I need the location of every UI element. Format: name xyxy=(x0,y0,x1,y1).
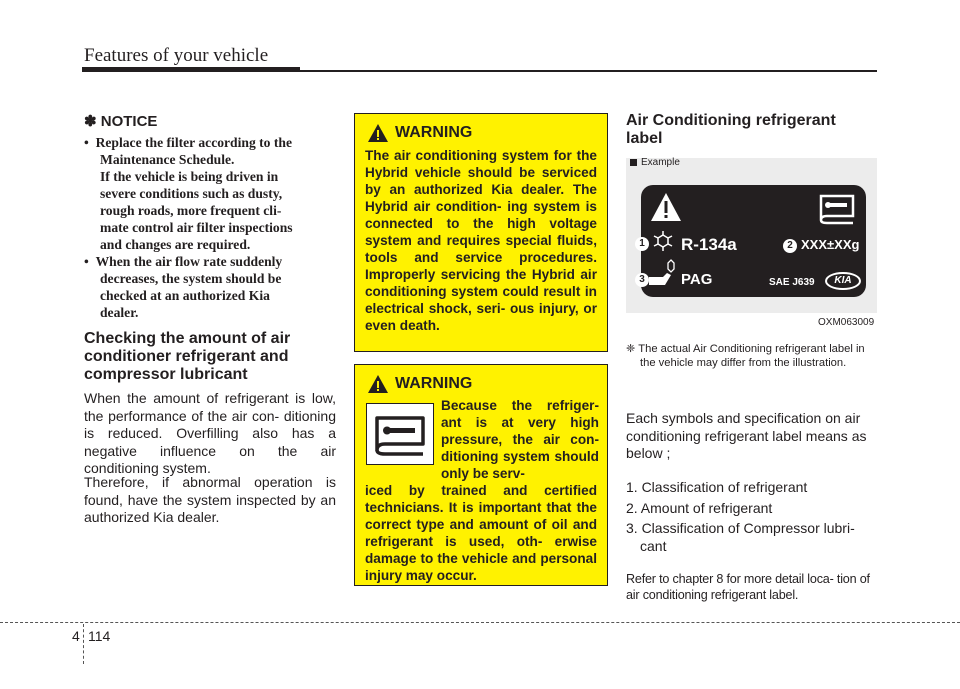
warning-header xyxy=(367,122,472,144)
spec-refer: Refer to chapter 8 for more detail loca- tion of air conditioning refrigerant label. xyxy=(626,572,870,602)
kia-logo: KIA xyxy=(825,272,861,290)
notice-line: rough roads, more frequent cli- xyxy=(100,203,282,218)
notice-line: checked at an authorized Kia xyxy=(100,288,270,303)
spec-item-2: 2. Amount of refrigerant xyxy=(626,500,773,516)
notice-line: Maintenance Schedule. xyxy=(100,152,235,167)
example-text: Example xyxy=(641,157,680,168)
warning-triangle-icon xyxy=(367,123,389,143)
notice-line: severe conditions such as dusty, xyxy=(100,186,283,201)
notice-list xyxy=(84,134,336,321)
warning-text-bottom: iced by trained and certified technicians. It is important that the correct type and amount of oil and refrigerant is used, oth- erwise damage to the vehicle and personal injury may occur. xyxy=(365,483,597,583)
warning-box-hybrid xyxy=(354,113,608,352)
refrigerant-type: R-134a xyxy=(681,235,737,254)
notice-title: ✽ NOTICE xyxy=(84,113,158,130)
note-text: The actual Air Conditioning refrigerant label in the vehicle may differ from the illustration. xyxy=(638,343,865,369)
square-icon xyxy=(630,159,637,166)
section-heading-checking: Checking the amount of air conditioner refrigerant and compressor lubricant xyxy=(84,330,291,383)
sae-standard: SAE J639 xyxy=(769,277,815,288)
spec-item-3: 3. Classification of Compressor lubri- cant xyxy=(626,520,855,554)
marker-1: 1 xyxy=(635,237,649,251)
checking-paragraph-2: Therefore, if abnormal operation is found, have the system inspected by an authorized Kia dealer. xyxy=(84,474,336,525)
refrigerant-label-illustration xyxy=(641,185,866,297)
notice-line: and changes are required. xyxy=(100,237,251,252)
label-note xyxy=(626,343,878,370)
footer-rule xyxy=(0,622,960,623)
bullet: • xyxy=(84,254,89,269)
notice-line: dealer. xyxy=(100,305,139,320)
figure-code: OXM063009 xyxy=(818,317,875,328)
service-manual-icon xyxy=(366,403,434,465)
footer-separator xyxy=(83,624,84,664)
warning-label: WARNING xyxy=(395,375,473,392)
refrigerant-amount: XXX±XXg xyxy=(801,237,860,252)
warning-header xyxy=(367,373,472,395)
notice-line: decreases, the system should be xyxy=(100,271,282,286)
page-header-title: Features of your vehicle xyxy=(84,45,269,66)
spec-item-1: 1. Classification of refrigerant xyxy=(626,479,808,495)
example-tag xyxy=(630,157,680,168)
bullet: • xyxy=(84,135,89,150)
notice-line: If the vehicle is being driven in xyxy=(100,169,279,184)
oil-can-icon xyxy=(649,260,674,285)
header-rule-thick xyxy=(82,67,300,72)
warning-box-pressure xyxy=(354,364,608,586)
notice-item xyxy=(84,134,336,253)
section-heading-ac-label: Air Conditioning refrigerant label xyxy=(626,112,836,147)
checking-paragraph-1: When the amount of refrigerant is low, the performance of the air con- ditioning is reduced. Overfilling also has a negative influence on the air conditioning system. xyxy=(84,390,336,476)
oil-type: PAG xyxy=(681,271,713,288)
spec-intro: Each symbols and specification on air conditioning refrigerant label means as below ; xyxy=(626,410,867,461)
refrigerant-icon xyxy=(654,231,672,251)
notice-line: When the air flow rate suddenly xyxy=(95,254,283,269)
service-manual-icon xyxy=(821,196,853,223)
warning-label: WARNING xyxy=(395,124,473,141)
note-mark: ❈ xyxy=(626,343,636,355)
header-rule-thin xyxy=(300,70,877,72)
notice-item xyxy=(84,253,336,321)
marker-2: 2 xyxy=(783,239,797,253)
notice-line: mate control air filter inspections xyxy=(100,220,293,235)
notice-line: Replace the filter according to the xyxy=(95,135,292,150)
warning-triangle-icon xyxy=(651,193,681,221)
warning-text-top: Because the refriger- ant is at very high pressure, the air con- ditioning system should only be serv- xyxy=(441,398,599,481)
chapter-number: 4 xyxy=(72,628,80,644)
warning-triangle-icon xyxy=(367,374,389,394)
warning-text: The air conditioning system for the Hybrid vehicle should be serviced by an authorized Kia dealer. The Hybrid air condition- ing system is connected to the high voltage system and requires special fluids, tools and service procedures. Improperly servicing the Hybrid air conditioning system could result in electrical shock, seri- ous injury, or even death. xyxy=(365,148,597,333)
marker-3: 3 xyxy=(635,273,649,287)
page-number: 114 xyxy=(88,628,111,644)
